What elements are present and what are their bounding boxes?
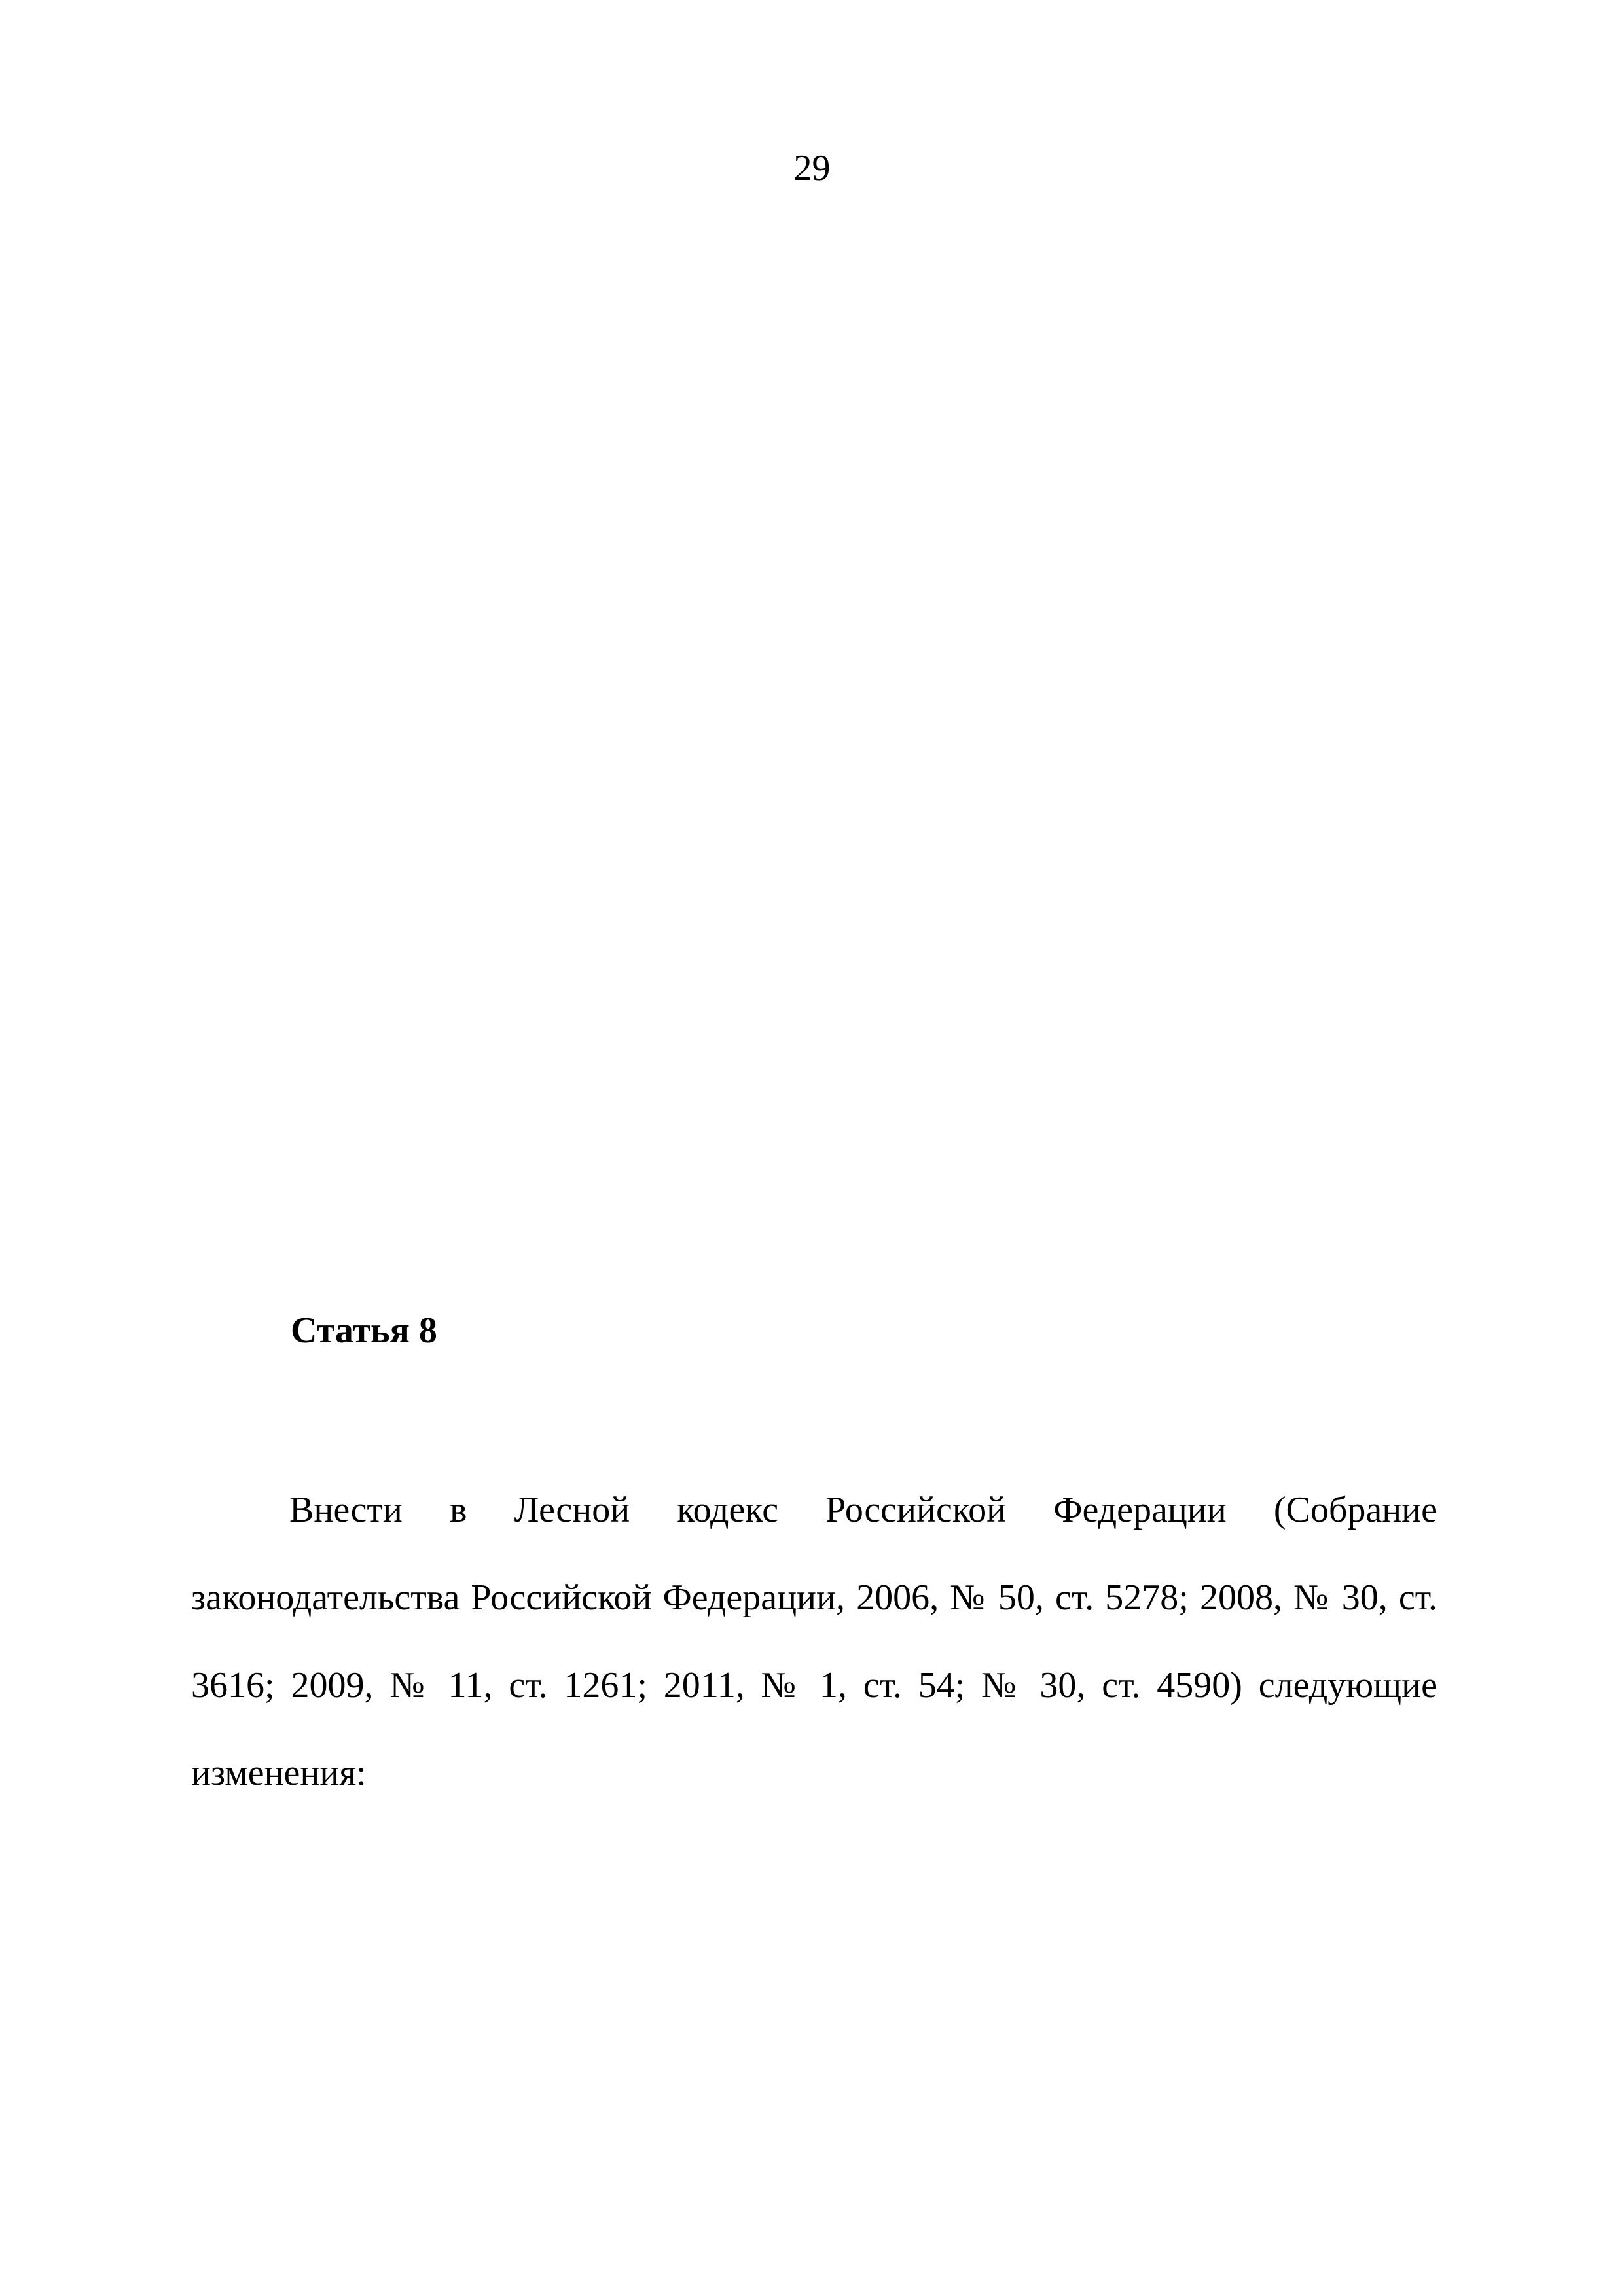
article-title: Статья 8 [291,1310,437,1351]
article-paragraph: Внести в Лесной кодекс Российской Федерации (Собрание законодательства Российской Федерации, 2006, № 50, ст. 5278; 2008, № 30, ст. 3616; 2009, № 11, ст. 1261; 2011, № 1, ст. 54; № 30, ст. 4590) следующие изменения: [191,1490,1437,1793]
page-number: 29 [793,148,831,188]
